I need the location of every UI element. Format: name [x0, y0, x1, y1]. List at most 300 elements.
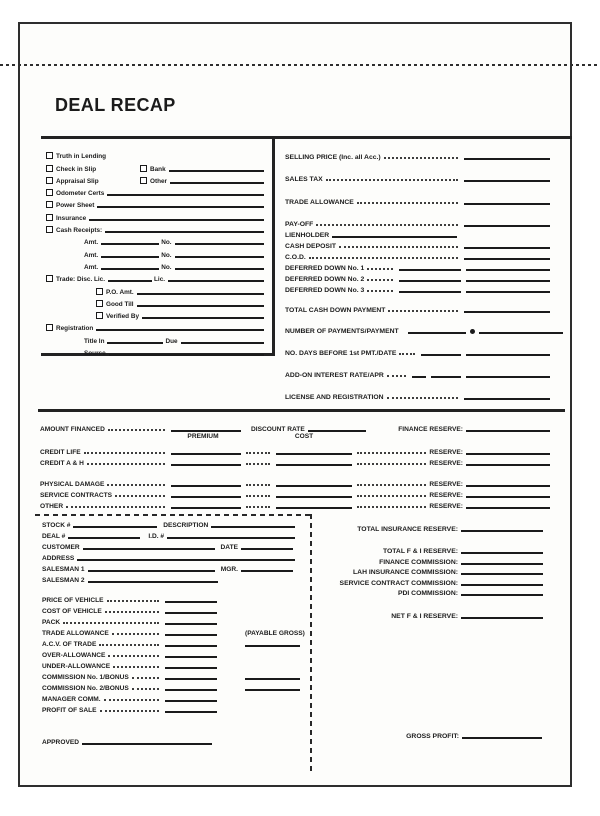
credit-a-and-h-premium-field[interactable]	[171, 464, 241, 466]
row-credit-a-and-h	[40, 456, 552, 467]
lienholder-field[interactable]	[332, 236, 457, 238]
commission-2-label: COMMISSION No. 2/BONUS	[42, 685, 129, 692]
customer-field[interactable]	[83, 548, 215, 550]
service-contracts-reserve-field[interactable]	[466, 496, 550, 498]
pay-off-field[interactable]	[464, 225, 550, 227]
amt-field-3[interactable]	[101, 268, 159, 270]
profit-of-sale-label: PROFIT OF SALE	[42, 707, 97, 714]
lic-field[interactable]	[168, 280, 264, 282]
deal-no-field[interactable]	[68, 537, 140, 539]
physical-damage-cost-field[interactable]	[276, 485, 352, 487]
date-field[interactable]	[241, 548, 293, 550]
total-insurance-reserve-label: TOTAL INSURANCE RESERVE:	[357, 526, 458, 533]
description-field[interactable]	[211, 526, 295, 528]
deferred-down-1-amount-field[interactable]	[466, 269, 550, 271]
days-before-first-pmt-label: NO. DAYS BEFORE 1st PMT./DATE	[285, 350, 397, 357]
dotted-leader	[357, 202, 458, 204]
salesman-1-label: SALESMAN 1	[42, 566, 85, 573]
dotted-leader	[357, 506, 426, 508]
finance-commission-field[interactable]	[461, 563, 543, 565]
row-total-insurance-reserve	[315, 520, 545, 533]
amount-financed-label: AMOUNT FINANCED	[40, 426, 105, 433]
row-amt-no-1	[46, 234, 264, 246]
salesman-1-field[interactable]	[88, 570, 215, 572]
row-salesman-1	[42, 562, 295, 573]
dotted-leader	[367, 268, 393, 270]
row-service-contracts	[40, 488, 552, 499]
dotted-leader	[357, 484, 426, 486]
row-good-till	[46, 296, 264, 308]
no-label: No.	[161, 263, 172, 271]
power-sheet-field[interactable]	[97, 206, 264, 208]
amt-label: Amt.	[84, 251, 99, 259]
row-gross-profit	[360, 730, 544, 740]
dotted-leader	[84, 452, 165, 454]
deal-box-dashed-right-border	[310, 514, 312, 772]
address-field[interactable]	[77, 559, 295, 561]
salesman-2-field[interactable]	[88, 581, 218, 583]
cash-deposit-field[interactable]	[464, 247, 550, 249]
reserve-label: RESERVE:	[429, 503, 463, 510]
total-cash-down-label: TOTAL CASH DOWN PAYMENT	[285, 307, 386, 314]
row-total-f-and-i-reserve	[315, 544, 545, 555]
dotted-leader	[100, 710, 159, 712]
service-contracts-cost-field[interactable]	[276, 496, 352, 498]
dotted-leader	[387, 397, 458, 399]
dotted-leader	[99, 644, 159, 646]
source-label: Source	[84, 350, 106, 358]
row-acv-of-trade	[42, 637, 295, 648]
cod-label: C.O.D.	[285, 254, 306, 261]
deferred-down-2-date-field[interactable]	[399, 280, 461, 282]
no-label: No.	[161, 239, 172, 247]
row-service-contract-commission	[315, 576, 545, 587]
dotted-leader	[132, 677, 159, 679]
under-allowance-label: UNDER-ALLOWANCE	[42, 663, 111, 670]
row-cost-of-vehicle	[42, 604, 295, 615]
appraisal-slip-label: Appraisal Slip	[56, 177, 99, 185]
row-price-of-vehicle	[42, 593, 295, 604]
reserve-label: RESERVE:	[429, 449, 463, 456]
dotted-leader	[246, 452, 270, 454]
insurance-field[interactable]	[89, 219, 264, 221]
row-credit-life	[40, 445, 552, 456]
lah-insurance-commission-label: LAH INSURANCE COMMISSION:	[353, 569, 458, 577]
row-deferred-down-1	[285, 261, 552, 272]
cod-field[interactable]	[464, 258, 550, 260]
dotted-leader	[387, 375, 406, 377]
no-field-2[interactable]	[175, 256, 265, 258]
payment-bullet-icon	[470, 329, 475, 334]
dotted-leader	[104, 699, 159, 701]
address-label: ADDRESS	[42, 555, 75, 562]
row-total-cash-down	[285, 294, 552, 314]
no-field-1[interactable]	[175, 243, 265, 245]
pdi-commission-field[interactable]	[461, 594, 543, 596]
row-pay-off	[285, 206, 552, 228]
other-reserve-field[interactable]	[466, 507, 550, 509]
acv-gross-field[interactable]	[245, 645, 300, 647]
row-insurance	[46, 209, 264, 221]
row-trade-disc-lic	[46, 271, 264, 283]
row-net-f-and-i-reserve	[315, 609, 545, 620]
dotted-leader	[384, 157, 458, 159]
registration-checkbox[interactable]	[46, 324, 53, 331]
power-sheet-checkbox[interactable]	[46, 201, 53, 208]
po-amt-checkbox[interactable]	[96, 288, 103, 295]
row-trade-allowance-gross	[42, 626, 305, 637]
trade-allowance-field[interactable]	[464, 203, 550, 205]
section-divider-line	[38, 409, 565, 412]
row-truth-in-lending	[46, 148, 264, 160]
dotted-leader	[246, 484, 270, 486]
row-odometer-certs	[46, 185, 264, 197]
trade-allowance-label: TRADE ALLOWANCE	[42, 630, 109, 637]
premium-column-header: PREMIUM	[187, 433, 219, 440]
row-customer-date	[42, 540, 295, 551]
reserve-label: RESERVE:	[429, 481, 463, 488]
dotted-leader	[108, 655, 159, 657]
verified-by-checkbox[interactable]	[96, 312, 103, 319]
cash-deposit-label: CASH DEPOSIT	[285, 243, 336, 250]
pack-field[interactable]	[165, 623, 217, 625]
payable-gross-label: (PAYABLE GROSS)	[245, 630, 305, 637]
pay-off-label: PAY-OFF	[285, 221, 314, 228]
deal-info-box	[42, 518, 305, 746]
pack-label: PACK	[42, 619, 61, 626]
trade-allowance-label: TRADE ALLOWANCE	[285, 199, 354, 206]
finance-section	[40, 421, 552, 510]
row-amt-no-3	[46, 259, 264, 271]
gross-profit-area	[360, 730, 544, 740]
row-cod	[285, 250, 552, 261]
registration-label: Registration	[56, 325, 94, 333]
source-field[interactable]	[109, 354, 264, 356]
trade-checkbox[interactable]	[46, 275, 53, 282]
service-contract-commission-field[interactable]	[461, 584, 543, 586]
credit-life-label: CREDIT LIFE	[40, 449, 81, 456]
approved-label: APPROVED	[42, 739, 80, 746]
price-of-vehicle-label: PRICE OF VEHICLE	[42, 597, 104, 604]
bank-label: Bank	[150, 165, 166, 173]
cost-of-vehicle-label: COST OF VEHICLE	[42, 608, 102, 615]
dotted-leader	[107, 600, 159, 602]
cash-receipts-label: Cash Receipts:	[56, 227, 103, 235]
power-sheet-label: Power Sheet	[56, 202, 95, 210]
customer-label: CUSTOMER	[42, 544, 80, 551]
service-contract-commission-label: SERVICE CONTRACT COMMISSION:	[339, 579, 458, 587]
dotted-leader	[357, 452, 426, 454]
row-under-allowance	[42, 659, 295, 670]
commission-1-field[interactable]	[165, 678, 217, 680]
bank-field[interactable]	[169, 170, 264, 172]
row-other-insurance	[40, 499, 552, 510]
credit-life-premium-field[interactable]	[171, 453, 241, 455]
row-manager-comm	[42, 692, 295, 703]
dotted-leader	[357, 463, 426, 465]
dotted-leader	[113, 666, 159, 668]
cost-column-header: COST	[294, 433, 314, 440]
truth-in-lending-checkbox[interactable]	[46, 152, 53, 159]
insurance-label: Insurance	[56, 214, 87, 222]
row-approved	[42, 732, 295, 746]
row-source	[46, 345, 264, 357]
dotted-leader	[309, 257, 458, 259]
finance-reserve-field[interactable]	[466, 430, 550, 432]
lah-insurance-commission-field[interactable]	[461, 573, 543, 575]
row-amt-no-2	[46, 246, 264, 258]
due-label: Due	[165, 337, 178, 345]
mgr-label: MGR.	[220, 566, 238, 573]
interest-rate-field[interactable]	[412, 376, 426, 378]
price-of-vehicle-field[interactable]	[165, 601, 217, 603]
description-label: DESCRIPTION	[163, 522, 209, 529]
number-of-payments-label: NUMBER OF PAYMENTS/PAYMENT	[285, 328, 399, 335]
credit-a-and-h-cost-field[interactable]	[276, 464, 352, 466]
dotted-leader	[107, 484, 165, 486]
odometer-certs-field[interactable]	[107, 194, 264, 196]
row-days-before-first-pmt	[285, 335, 552, 357]
dotted-leader	[87, 463, 165, 465]
dotted-leader	[246, 495, 270, 497]
amt-field-1[interactable]	[101, 243, 159, 245]
row-finance-commission	[315, 555, 545, 566]
row-commission-1	[42, 670, 295, 681]
row-deal-id	[42, 529, 295, 540]
pricing-panel	[274, 136, 572, 401]
acv-of-trade-field[interactable]	[165, 645, 217, 647]
verified-by-label: Verified By	[106, 313, 140, 321]
odometer-certs-checkbox[interactable]	[46, 189, 53, 196]
discount-rate-field[interactable]	[308, 430, 366, 432]
appraisal-slip-checkbox[interactable]	[46, 177, 53, 184]
cost-of-vehicle-field[interactable]	[165, 612, 217, 614]
deferred-down-3-amount-field[interactable]	[466, 291, 550, 293]
deal-no-label: DEAL #	[42, 533, 66, 540]
other-field[interactable]	[170, 182, 264, 184]
dotted-leader	[388, 310, 458, 312]
row-pdi-commission	[315, 587, 545, 598]
due-field[interactable]	[181, 342, 264, 344]
pdi-commission-label: PDI COMMISSION:	[397, 590, 458, 598]
commission-2-field[interactable]	[165, 689, 217, 691]
net-f-and-i-reserve-label: NET F & I RESERVE:	[391, 613, 458, 621]
row-lienholder	[285, 228, 552, 239]
manager-comm-label: MANAGER COMM.	[42, 696, 101, 703]
selling-price-field[interactable]	[464, 158, 550, 160]
gross-profit-label: GROSS PROFIT:	[406, 733, 459, 740]
id-no-field[interactable]	[167, 537, 295, 539]
row-trade-allowance	[285, 183, 552, 206]
good-till-checkbox[interactable]	[96, 300, 103, 307]
finance-commission-label: FINANCE COMMISSION:	[379, 558, 458, 566]
discount-rate-label: DISCOUNT RATE	[251, 426, 305, 433]
physical-damage-label: PHYSICAL DAMAGE	[40, 481, 105, 488]
truth-in-lending-label: Truth in Lending	[56, 153, 107, 161]
row-power-sheet	[46, 197, 264, 209]
dotted-leader	[246, 506, 270, 508]
po-amt-field[interactable]	[137, 293, 264, 295]
first-pmt-date-field[interactable]	[466, 354, 550, 356]
physical-damage-reserve-field[interactable]	[466, 485, 550, 487]
salesman-2-label: SALESMAN 2	[42, 577, 85, 584]
amount-financed-field[interactable]	[171, 430, 241, 432]
credit-a-and-h-reserve-field[interactable]	[466, 464, 550, 466]
sales-tax-label: SALES TAX	[285, 176, 323, 183]
title-in-field[interactable]	[107, 342, 163, 344]
row-appraisal-other	[46, 173, 264, 185]
row-registration	[46, 320, 264, 332]
under-allowance-field[interactable]	[165, 667, 217, 669]
deferred-down-2-label: DEFERRED DOWN No. 2	[285, 276, 365, 283]
lic-label: Lic.	[154, 276, 166, 284]
days-before-field[interactable]	[421, 354, 461, 356]
amt-label: Amt.	[84, 263, 99, 271]
net-f-and-i-reserve-field[interactable]	[461, 617, 543, 619]
row-deferred-down-2	[285, 272, 552, 283]
other-premium-field[interactable]	[171, 507, 241, 509]
good-till-field[interactable]	[137, 305, 264, 307]
premium-cost-headers	[40, 433, 552, 445]
row-selling-price	[285, 147, 552, 161]
service-contracts-premium-field[interactable]	[171, 496, 241, 498]
registration-field[interactable]	[96, 329, 264, 331]
total-f-and-i-reserve-label: TOTAL F & I RESERVE:	[382, 548, 458, 555]
reserve-label: RESERVE:	[429, 460, 463, 467]
finance-reserve-label: FINANCE RESERVE:	[398, 426, 463, 433]
reserve-label: RESERVE:	[429, 492, 463, 499]
odometer-certs-label: Odometer Certs	[56, 190, 105, 198]
deal-box-dashed-top-border	[35, 514, 312, 516]
no-field-3[interactable]	[175, 268, 265, 270]
id-no-label: I.D. #	[148, 533, 165, 540]
row-number-of-payments	[285, 314, 552, 335]
gross-profit-field[interactable]	[462, 737, 542, 739]
deferred-down-2-amount-field[interactable]	[466, 280, 550, 282]
over-allowance-field[interactable]	[165, 656, 217, 658]
deferred-down-1-date-field[interactable]	[399, 269, 461, 271]
credit-life-cost-field[interactable]	[276, 453, 352, 455]
row-stock-description	[42, 518, 295, 529]
apr-field[interactable]	[431, 376, 461, 378]
license-registration-field[interactable]	[464, 398, 550, 400]
commission-1-bonus-field[interactable]	[245, 678, 300, 680]
profit-of-sale-field[interactable]	[165, 711, 217, 713]
over-allowance-label: OVER-ALLOWANCE	[42, 652, 106, 659]
check-in-slip-checkbox[interactable]	[46, 165, 53, 172]
dotted-leader	[132, 688, 159, 690]
form-title: DEAL RECAP	[55, 95, 176, 115]
acv-of-trade-label: A.C.V. OF TRADE	[42, 641, 97, 648]
dotted-leader	[108, 429, 165, 431]
document-checklist-box	[41, 136, 275, 356]
po-amt-label: P.O. Amt.	[106, 288, 134, 296]
credit-a-and-h-label: CREDIT A & H	[40, 460, 84, 467]
cash-receipts-checkbox[interactable]	[46, 226, 53, 233]
total-cash-down-field[interactable]	[464, 311, 550, 313]
perforation-dashed-line	[0, 64, 600, 66]
bank-checkbox[interactable]	[140, 165, 147, 172]
payment-amount-field[interactable]	[479, 332, 563, 334]
trade-allowance-field[interactable]	[165, 634, 217, 636]
row-po-amt	[46, 283, 264, 295]
row-profit-of-sale	[42, 703, 295, 714]
row-title-in-due	[46, 332, 264, 344]
amt-label: Amt.	[84, 239, 99, 247]
no-label: No.	[161, 251, 172, 259]
row-over-allowance	[42, 648, 295, 659]
physical-damage-premium-field[interactable]	[171, 485, 241, 487]
row-verified-by	[46, 308, 264, 320]
row-salesman-2	[42, 573, 295, 584]
title-in-label: Title In	[84, 337, 105, 345]
row-amount-financed	[40, 421, 552, 433]
row-pack	[42, 615, 295, 626]
row-lah-insurance-commission	[315, 566, 545, 577]
number-of-payments-field[interactable]	[408, 332, 466, 334]
deferred-down-3-label: DEFERRED DOWN No. 3	[285, 287, 365, 294]
deferred-down-3-date-field[interactable]	[399, 291, 461, 293]
row-commission-2	[42, 681, 295, 692]
sales-tax-field[interactable]	[464, 180, 550, 182]
mgr-field[interactable]	[241, 570, 293, 572]
dotted-leader	[63, 622, 159, 624]
row-address	[42, 551, 295, 562]
check-in-slip-label: Check in Slip	[56, 165, 97, 173]
total-f-and-i-reserve-field[interactable]	[461, 552, 543, 554]
dotted-leader	[66, 506, 165, 508]
row-add-on-interest	[285, 357, 552, 379]
lienholder-label: LIENHOLDER	[285, 232, 330, 239]
dotted-leader	[339, 246, 458, 248]
selling-price-label: SELLING PRICE (Inc. all Acc.)	[285, 154, 381, 161]
manager-comm-field[interactable]	[165, 700, 217, 702]
commission-2-bonus-field[interactable]	[245, 689, 300, 691]
dotted-leader	[367, 290, 393, 292]
row-license-registration	[285, 379, 552, 401]
dotted-leader	[115, 495, 165, 497]
approved-signature-field[interactable]	[82, 743, 212, 745]
other-label: OTHER	[40, 503, 64, 510]
date-label: DATE	[220, 544, 238, 551]
dotted-leader	[367, 279, 393, 281]
dotted-leader	[105, 611, 159, 613]
row-check-in-slip-bank	[46, 160, 264, 172]
interest-amount-field[interactable]	[466, 376, 550, 378]
dotted-leader	[399, 353, 415, 355]
cash-receipts-field[interactable]	[105, 231, 264, 233]
dotted-leader	[112, 633, 159, 635]
stock-no-label: STOCK #	[42, 522, 71, 529]
other-cost-field[interactable]	[276, 507, 352, 509]
total-insurance-reserve-field[interactable]	[461, 530, 543, 532]
trade-disc-lic-label: Trade: Disc. Lic.	[56, 276, 106, 284]
dotted-leader	[326, 179, 458, 181]
dotted-leader	[316, 224, 458, 226]
row-cash-receipts	[46, 222, 264, 234]
other-checkbox[interactable]	[140, 177, 147, 184]
add-on-interest-label: ADD-ON INTEREST RATE/APR	[285, 372, 384, 379]
verified-by-field[interactable]	[142, 317, 264, 319]
stock-no-field[interactable]	[73, 526, 157, 528]
commission-1-label: COMMISSION No. 1/BONUS	[42, 674, 129, 681]
amt-field-2[interactable]	[101, 256, 159, 258]
license-registration-label: LICENSE AND REGISTRATION	[285, 394, 384, 401]
dotted-leader	[246, 463, 270, 465]
trade-disc-lic-field[interactable]	[108, 280, 152, 282]
credit-life-reserve-field[interactable]	[466, 453, 550, 455]
insurance-checkbox[interactable]	[46, 214, 53, 221]
